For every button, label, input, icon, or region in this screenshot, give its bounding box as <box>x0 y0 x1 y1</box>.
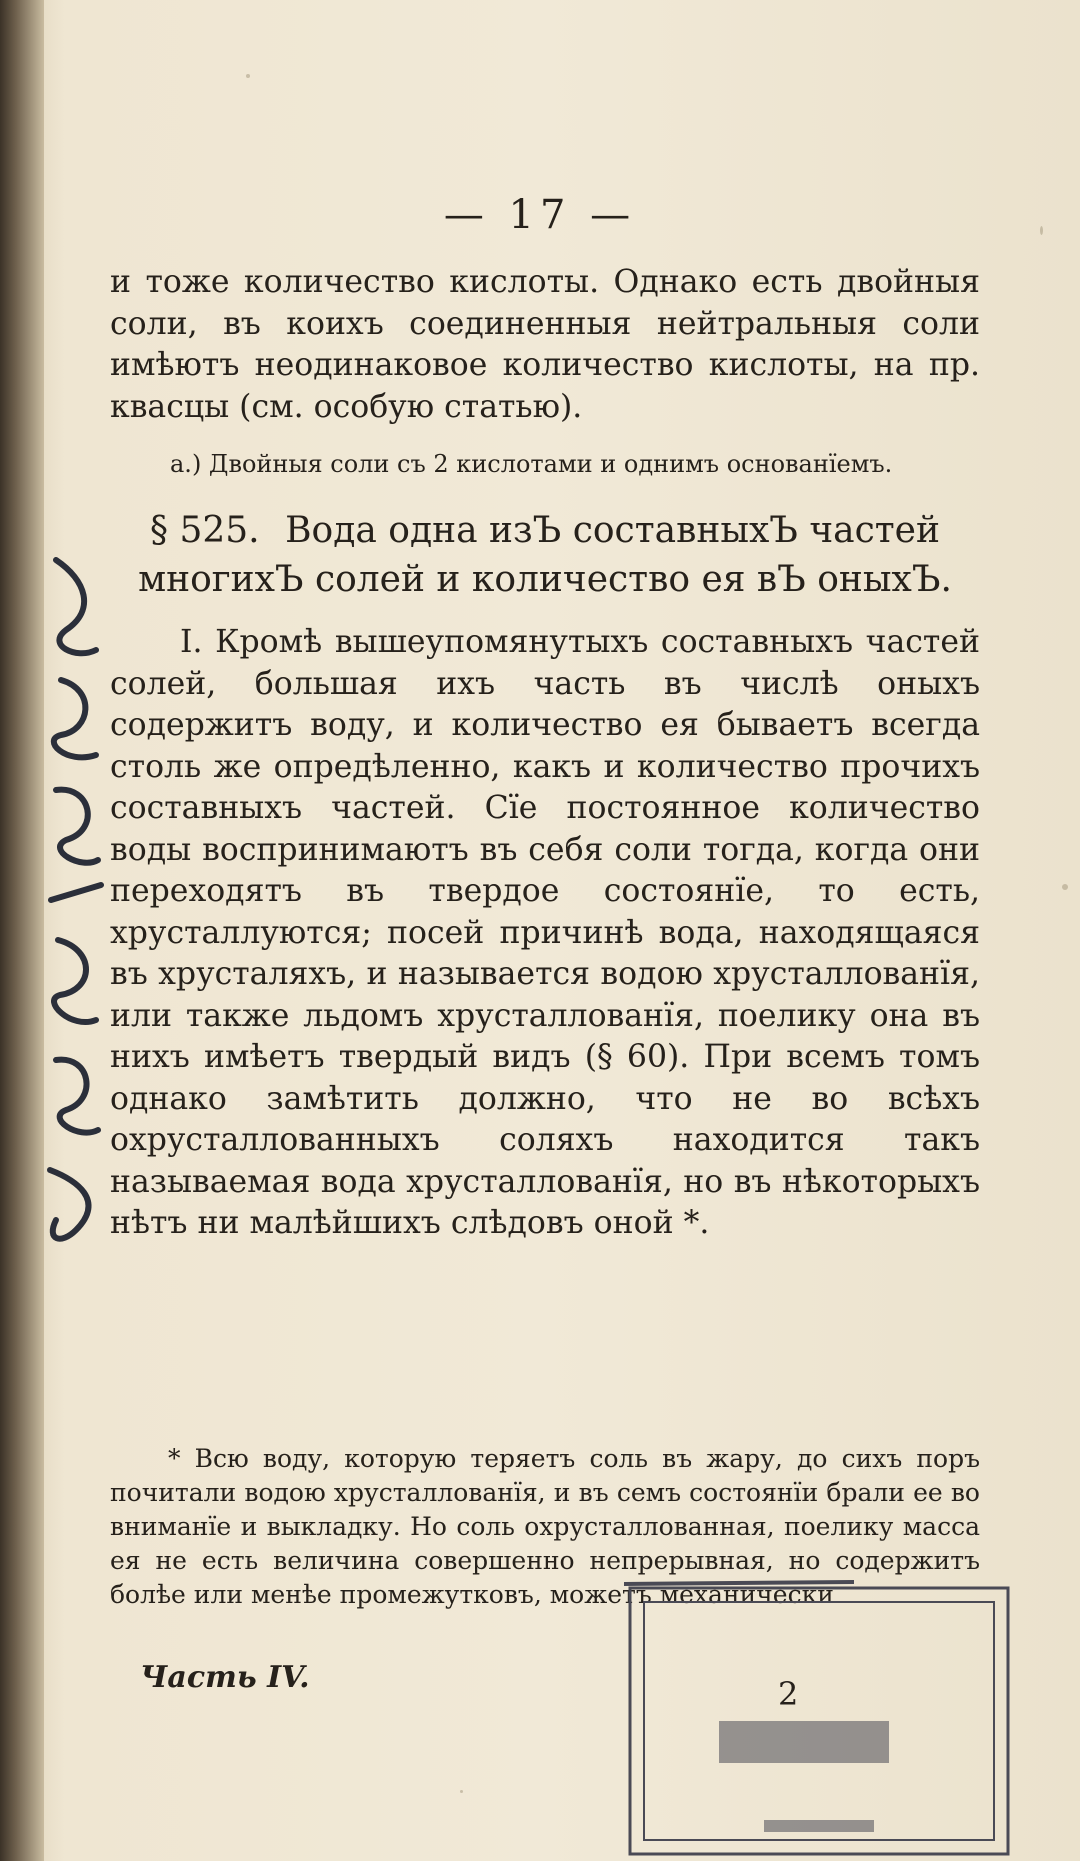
paragraph-continuation: и тоже количество кислоты. Однако есть двойныя соли, въ коихъ соединенныя нейтральныя соли имѣютъ неодинаковое количество кислоты, на пр. квасцы (см. особую статью). <box>110 264 980 425</box>
section-heading <box>110 506 980 604</box>
page-number-header: — 17 — <box>443 192 637 238</box>
sub-heading-double-salts: а.) Двойныя соли съ 2 кислотами и однимъ основанїемъ. <box>170 450 893 478</box>
library-stamp <box>624 1576 1020 1861</box>
handwritten-inventory-note <box>36 540 116 1260</box>
section-number: § 525. <box>150 510 260 551</box>
section-title: Вода одна изЪ составныхЪ частей многихЪ солей и количество ея вЪ оныхЪ. <box>138 510 952 600</box>
main-paragraph: I. Кромѣ вышеупомянутыхъ составныхъ частей солей, большая ихъ часть въ числѣ оныхъ содержитъ воду, и количество ея бываетъ всегда столь же опредѣленно, какъ и количество прочихъ составныхъ частей. Сїе постоянное количество воды воспринимаютъ въ себя соли тогда, когда они переходятъ въ твердое состоянїе, то есть, хрусталлуются; посей причинѣ вода, находящаяся въ хрусталяхъ, и называется водою хрусталлованїя, или также льдомъ хрусталлованїя, поелику она въ нихъ имѣетъ твердый видъ (§ 60). При всемъ томъ однако замѣтить должно, что не во всѣхъ охрусталлованныхъ соляхъ находится такъ называемая вода хрусталлованїя, но въ нѣкоторыхъ нѣтъ ни малѣйшихъ слѣдовъ оной *. <box>110 624 980 1241</box>
signature-mark: 2 <box>778 1675 799 1713</box>
paper-speck <box>246 74 250 78</box>
part-label: Часть IV. <box>140 1660 310 1695</box>
paper-speck <box>1062 884 1068 890</box>
footnote: * Всю воду, которую теряетъ соль въ жару, до сихъ поръ почитали водою хрусталлованїя, и въ семъ состоянїи брали ее во вниманїе и выкладку. Но соль охрусталлованная, поелику масса ея не есть величина совершенно непрерывная, но содержитъ болѣе или менѣе промежутковъ, можетъ механически <box>110 1444 980 1609</box>
paper-speck <box>460 1790 463 1793</box>
body-text <box>110 262 980 1245</box>
